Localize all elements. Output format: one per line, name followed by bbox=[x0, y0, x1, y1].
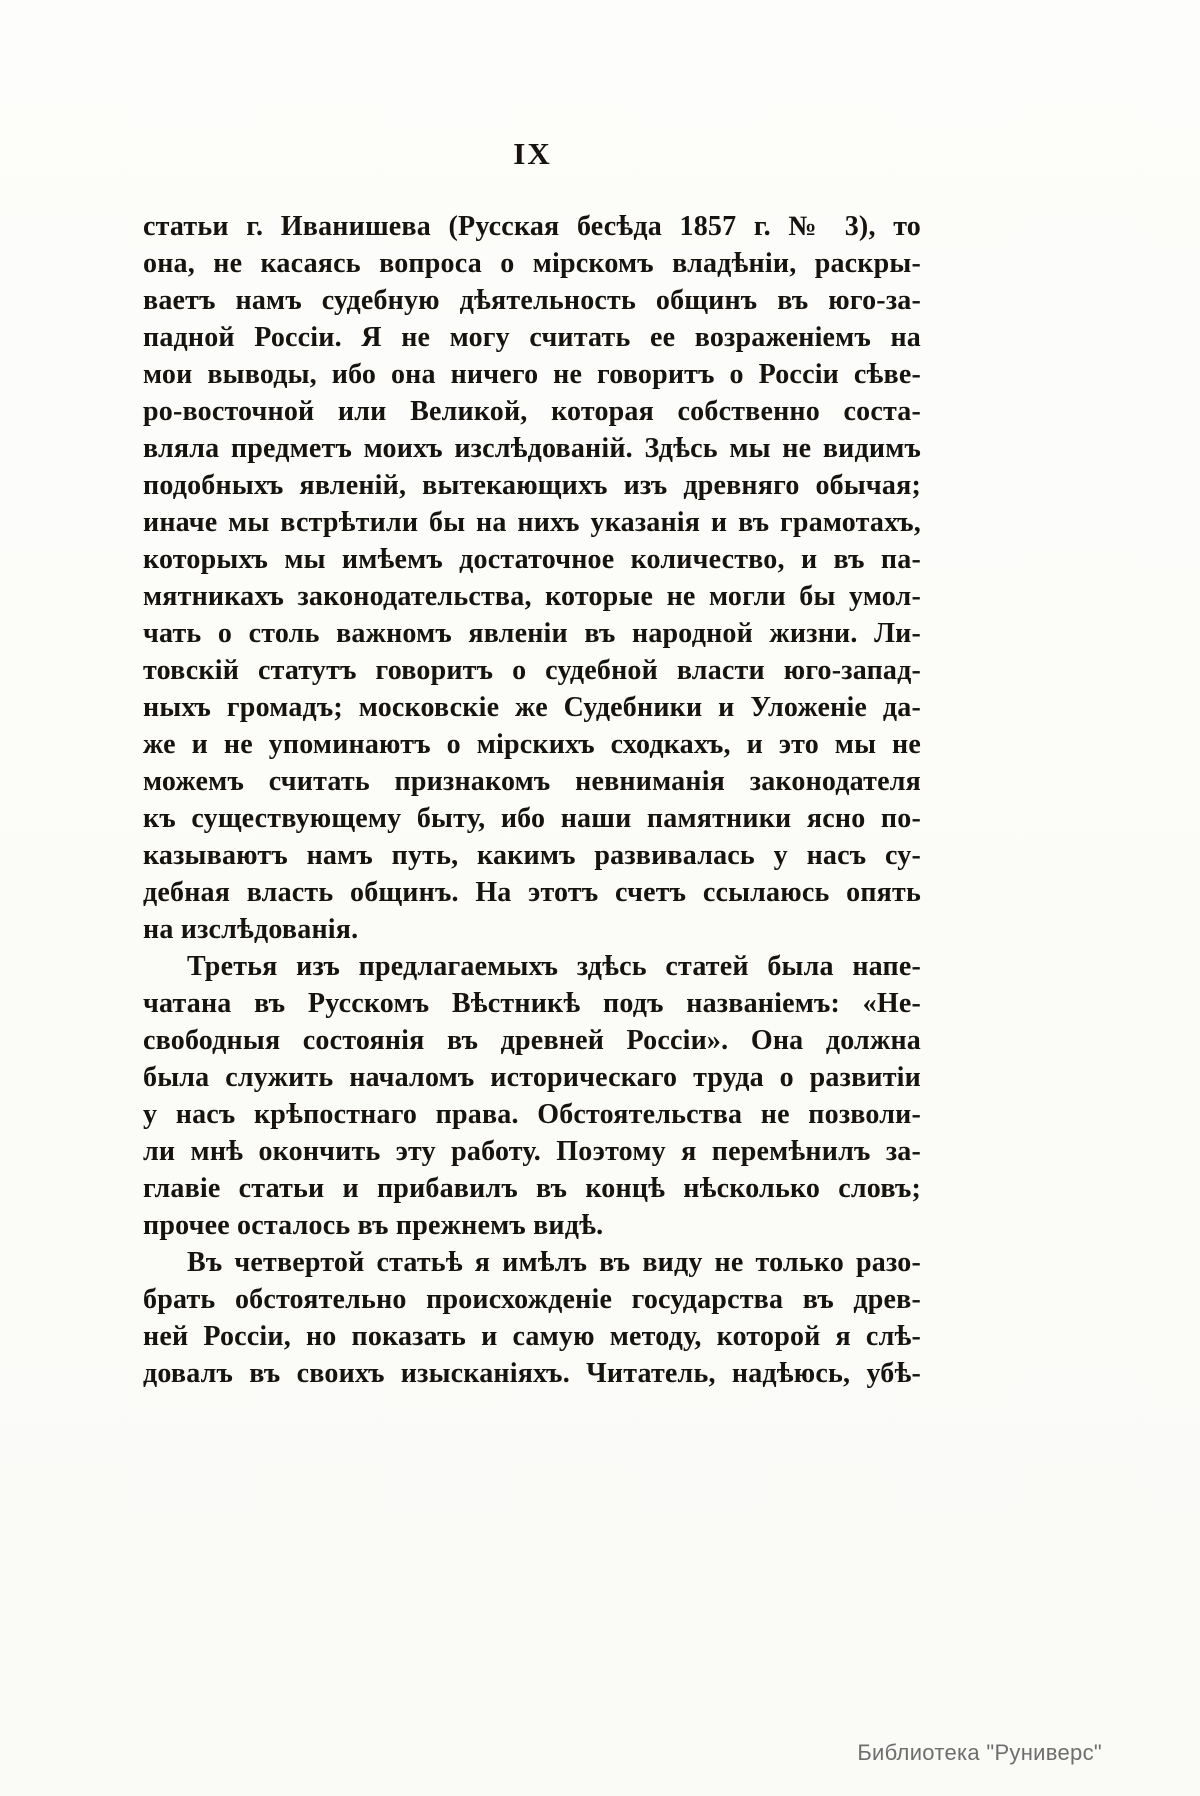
text-line: свободныя состоянія въ древней Россіи». Она должна bbox=[143, 1025, 921, 1056]
text-line: которыхъ мы имѣемъ достаточное количество, и въ па- bbox=[143, 544, 921, 575]
text-line: же и не упоминаютъ о мірскихъ сходкахъ, и это мы не bbox=[143, 729, 921, 760]
text-line: главіе статьи и прибавилъ въ концѣ нѣсколько словъ; bbox=[143, 1173, 921, 1204]
paragraph bbox=[143, 1244, 921, 1392]
paragraph bbox=[143, 208, 921, 948]
text-line: она, не касаясь вопроса о мірскомъ владѣніи, раскры- bbox=[143, 248, 921, 279]
text-line: Въ четвертой статьѣ я имѣлъ въ виду не только разо- bbox=[187, 1247, 921, 1278]
text-line: на изслѣдованія. bbox=[143, 914, 359, 945]
text-line: брать обстоятельно происхожденіе государства въ древ- bbox=[143, 1284, 921, 1315]
library-watermark: Библиотека "Руниверс" bbox=[857, 1740, 1102, 1765]
text-line: была служить началомъ историческаго труда о развитіи bbox=[143, 1062, 921, 1093]
text-line: мятникахъ законодательства, которые не могли бы умол- bbox=[143, 581, 921, 612]
text-line: ро-восточной или Великой, которая собственно соста- bbox=[143, 396, 921, 427]
text-block bbox=[143, 208, 921, 1392]
text-line: дебная власть общинъ. На этотъ счетъ ссылаюсь опять bbox=[143, 877, 921, 908]
text-line: ныхъ громадъ; московскіе же Судебники и Уложеніе да- bbox=[143, 692, 921, 723]
page-number: IX bbox=[513, 136, 552, 171]
text-line: довалъ въ своихъ изысканіяхъ. Читатель, надѣюсь, убѣ- bbox=[143, 1358, 921, 1389]
text-line: падной Россіи. Я не могу считать ее возраженіемъ на bbox=[143, 322, 921, 353]
text-line: Третья изъ предлагаемыхъ здѣсь статей была напе- bbox=[187, 951, 921, 982]
text-line: ли мнѣ окончить эту работу. Поэтому я перемѣнилъ за- bbox=[143, 1136, 921, 1167]
text-line: чатана въ Русскомъ Вѣстникѣ подъ названіемъ: «Не- bbox=[143, 988, 921, 1019]
text-line: ней Россіи, но показать и самую методу, которой я слѣ- bbox=[143, 1321, 921, 1352]
text-line: у насъ крѣпостнаго права. Обстоятельства не позволи- bbox=[143, 1099, 921, 1130]
text-line: чать о столь важномъ явленіи въ народной жизни. Ли- bbox=[143, 618, 921, 649]
text-line: можемъ считать признакомъ невниманія законодателя bbox=[143, 766, 921, 797]
text-line: къ существующему быту, ибо наши памятники ясно по- bbox=[143, 803, 921, 834]
text-line: статьи г. Иванишева (Русская бесѣда 1857 г. № 3), то bbox=[143, 211, 921, 242]
text-line: подобныхъ явленій, вытекающихъ изъ древняго обычая; bbox=[143, 470, 921, 501]
text-line: прочее осталось въ прежнемъ видѣ. bbox=[143, 1210, 604, 1241]
text-line: мои выводы, ибо она ничего не говоритъ о Россіи сѣве- bbox=[143, 359, 921, 390]
text-line: вляла предметъ моихъ изслѣдованій. Здѣсь мы не видимъ bbox=[143, 433, 921, 464]
text-line: товскій статутъ говоритъ о судебной власти юго-запад- bbox=[143, 655, 921, 686]
text-line: иначе мы встрѣтили бы на нихъ указанія и въ грамотахъ, bbox=[143, 507, 921, 538]
text-line: казываютъ намъ путь, какимъ развивалась у насъ су- bbox=[143, 840, 921, 871]
paragraph bbox=[143, 948, 921, 1244]
text-line: ваетъ намъ судебную дѣятельность общинъ въ юго-за- bbox=[143, 285, 921, 316]
